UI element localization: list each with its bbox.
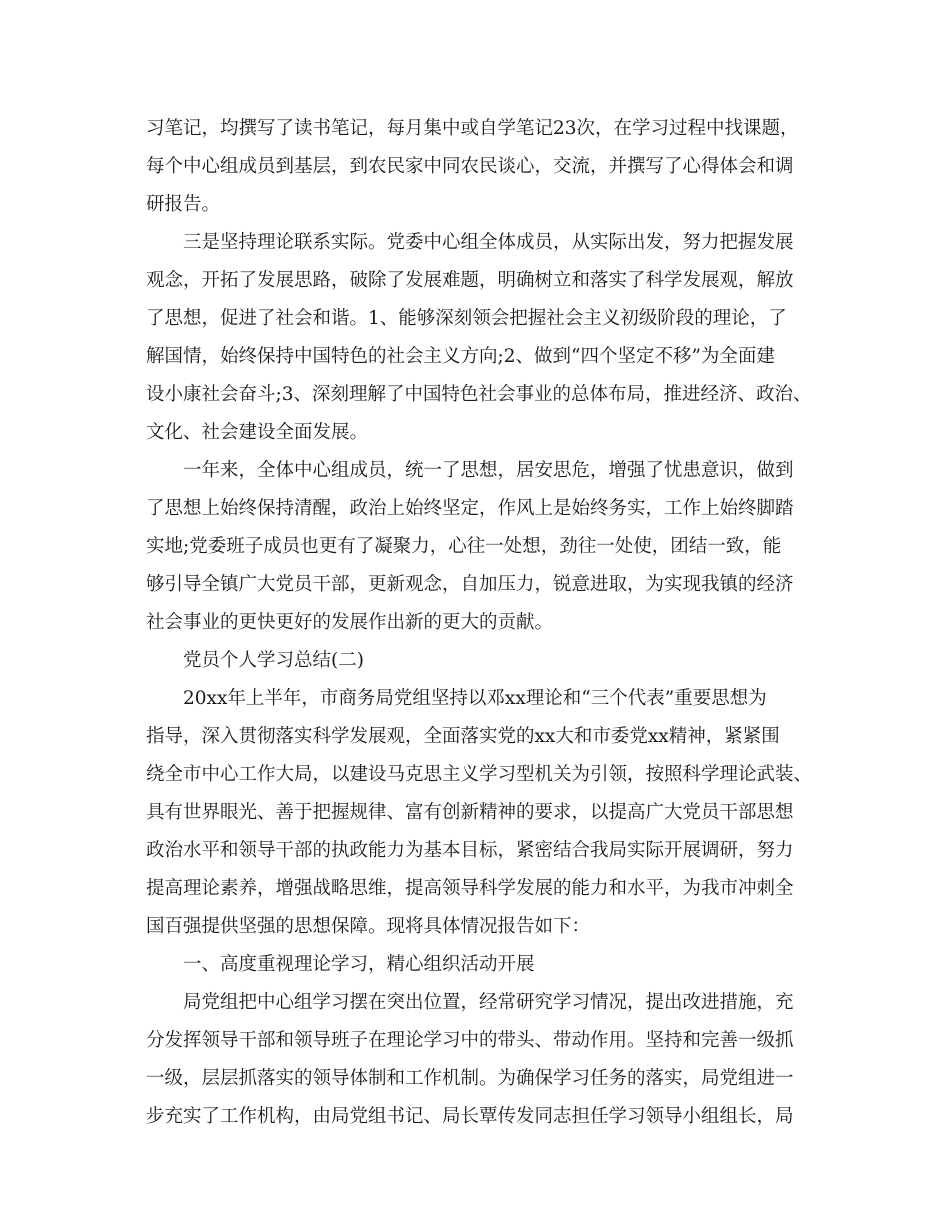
paragraph-start-line: 20xx年上半年，市商务局党组坚持以邓xx理论和“三个代表”重要思想为 [183, 688, 767, 709]
text-line: 观念，开拓了发展思路，破除了发展难题，明确树立和落实了科学发展观，解放 [146, 270, 794, 291]
paragraph-start-line: 局党组把中心组学习摆在突出位置，经常研究学习情况，提出改进措施，充 [183, 992, 794, 1013]
text-line: 一级，层层抓落实的领导体制和工作机制。为确保学习任务的落实，局党组进一 [146, 1068, 794, 1089]
text-line: 实地;党委班子成员也更有了凝聚力，心往一处想，劲往一处使，团结一致，能 [146, 536, 782, 557]
text-line: 文化、社会建设全面发展。 [146, 422, 369, 443]
subsection-heading: 一、高度重视理论学习，精心组织活动开展 [183, 954, 535, 975]
text-line: 指导，深入贯彻落实科学发展观，全面落实党的xx大和市委党xx精神，紧紧围 [146, 726, 780, 747]
paragraph-start-line: 一年来，全体中心组成员，统一了思想，居安思危，增强了忧患意识，做到 [183, 460, 794, 481]
text-line: 每个中心组成员到基层，到农民家中同农民谈心，交流，并撰写了心得体会和调 [146, 156, 794, 177]
paragraph-start-line: 三是坚持理论联系实际。党委中心组全体成员，从实际出发，努力把握发展 [183, 232, 794, 253]
text-line: 设小康社会奋斗;3、深刻理解了中国特色社会事业的总体布局，推进经济、政治、 [146, 384, 812, 405]
text-line: 具有世界眼光、善于把握规律、富有创新精神的要求，以提高广大党员干部思想 [146, 802, 794, 823]
text-line: 分发挥领导干部和领导班子在理论学习中的带头、带动作用。坚持和完善一级抓 [146, 1030, 794, 1051]
text-line: 了思想，促进了社会和谐。1、能够深刻领会把握社会主义初级阶段的理论，了 [146, 308, 787, 329]
text-line: 解国情，始终保持中国特色的社会主义方向;2、做到“四个坚定不移”为全面建 [146, 346, 775, 367]
text-line: 国百强提供坚强的思想保障。现将具体情况报告如下： [146, 916, 591, 937]
text-line: 研报告。 [146, 194, 221, 215]
text-line: 够引导全镇广大党员干部，更新观念，自加压力，锐意进取，为实现我镇的经济 [146, 574, 794, 595]
text-line: 社会事业的更快更好的发展作出新的更大的贡献。 [146, 612, 554, 633]
text-line: 政治水平和领导干部的执政能力为基本目标，紧密结合我局实际开展调研，努力 [146, 840, 794, 861]
text-line: 步充实了工作机构，由局党组书记、局长覃传发同志担任学习领导小组组长，局 [146, 1106, 794, 1127]
text-line: 习笔记，均撰写了读书笔记，每月集中或自学笔记23次，在学习过程中找课题， [146, 118, 799, 139]
text-line: 绕全市中心工作大局，以建设马克思主义学习型机关为引领，按照科学理论武装、 [146, 764, 813, 785]
text-line: 提高理论素养，增强战略思维，提高领导科学发展的能力和水平，为我市冲刺全 [146, 878, 794, 899]
text-line: 了思想上始终保持清醒，政治上始终坚定，作风上是始终务实，工作上始终脚踏 [146, 498, 794, 519]
section-heading: 党员个人学习总结(二) [183, 650, 364, 671]
